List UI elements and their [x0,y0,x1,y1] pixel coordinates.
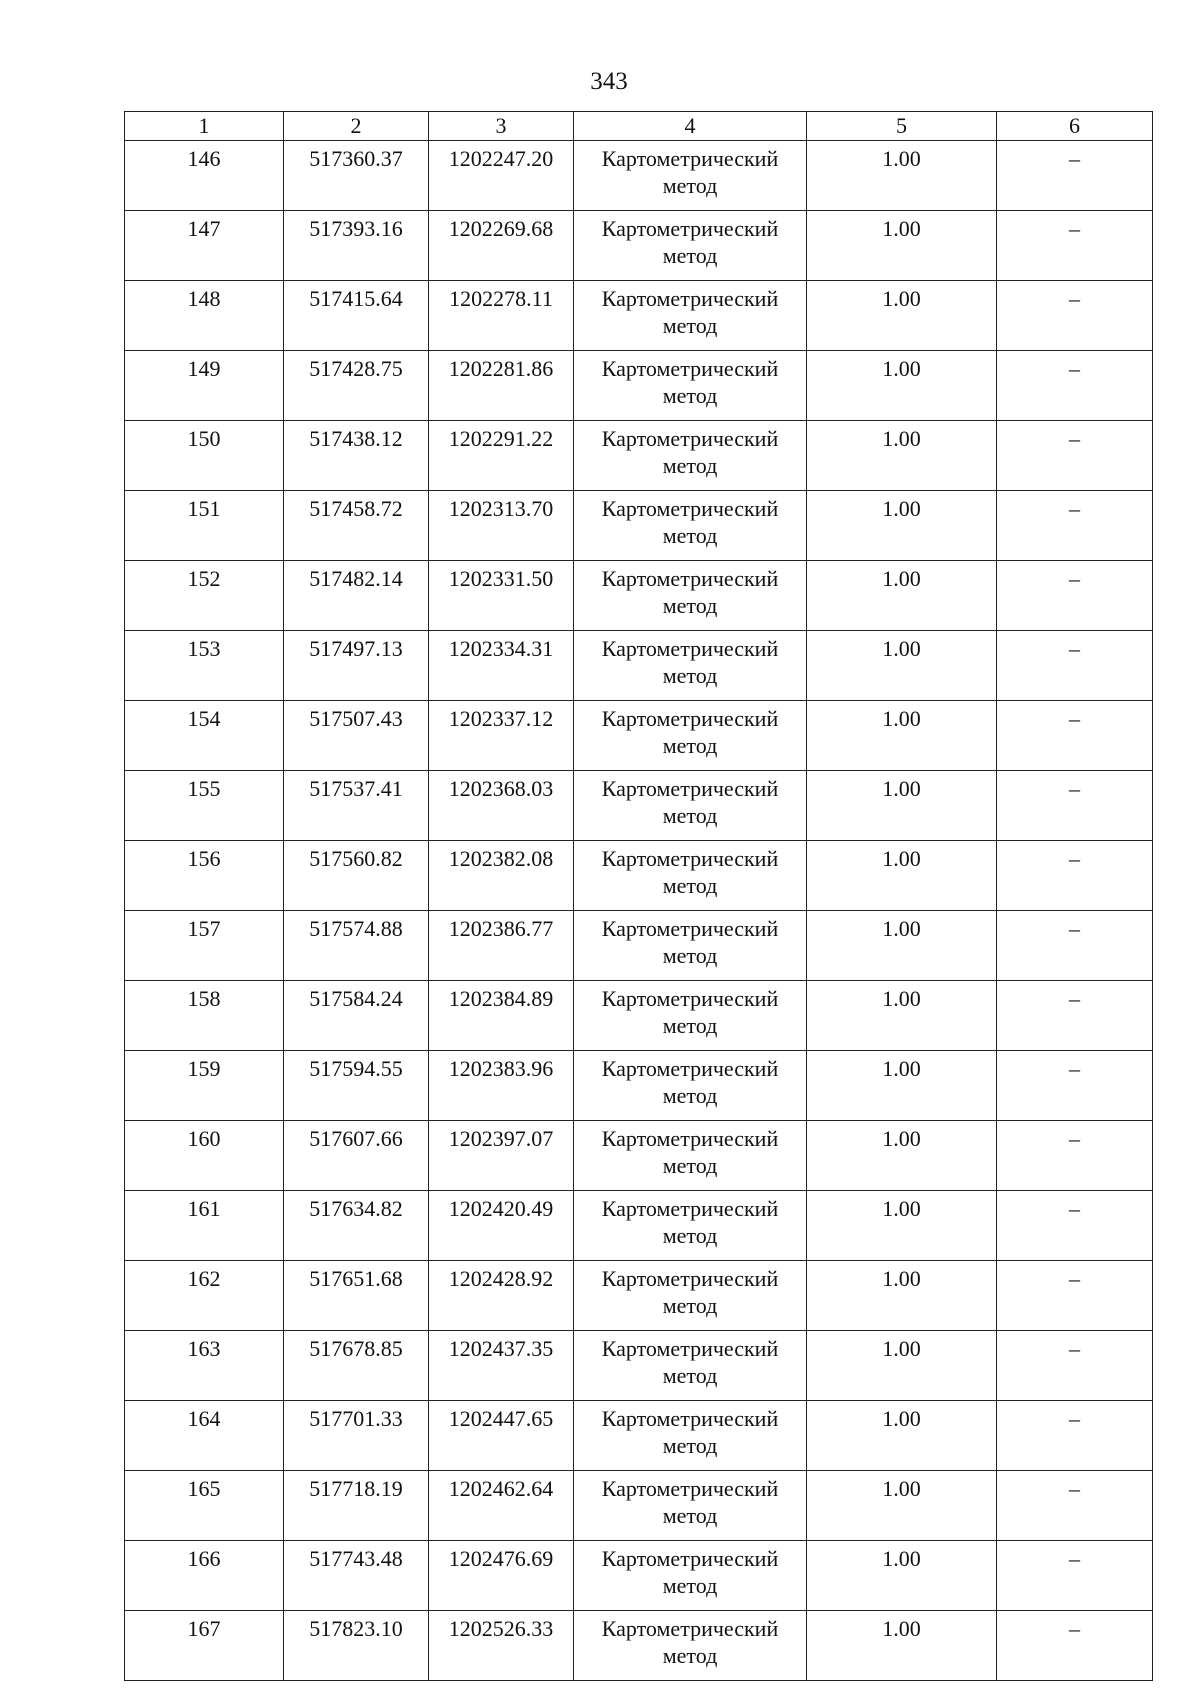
table-body [125,141,1153,1681]
method-line-2: метод [662,1573,718,1598]
method-cell [574,211,807,281]
method-cell [574,1121,807,1191]
y-coordinate-cell: 1202386.77 [429,911,574,981]
y-coordinate-cell: 1202334.31 [429,631,574,701]
x-coordinate-cell: 517537.41 [284,771,429,841]
method-line-2: метод [662,873,718,898]
accuracy-cell: 1.00 [807,491,997,561]
coordinates-table-container [124,111,1152,1681]
note-cell: – [997,561,1153,631]
table-row [125,911,1153,981]
method-line-2: метод [662,1153,718,1178]
table-row [125,1611,1153,1681]
method-line-2: метод [662,943,718,968]
method-line-2: метод [662,1083,718,1108]
accuracy-cell: 1.00 [807,421,997,491]
method-cell [574,351,807,421]
x-coordinate-cell: 517574.88 [284,911,429,981]
x-coordinate-cell: 517634.82 [284,1191,429,1261]
y-coordinate-cell: 1202331.50 [429,561,574,631]
column-header-2: 2 [284,112,429,141]
page-number: 343 [590,68,628,95]
y-coordinate-cell: 1202337.12 [429,701,574,771]
note-cell: – [997,771,1153,841]
y-coordinate-cell: 1202382.08 [429,841,574,911]
method-line-2: метод [662,523,718,548]
note-cell: – [997,1191,1153,1261]
method-line-1: Картометрический [601,706,779,731]
point-number-cell: 161 [125,1191,284,1261]
column-header-1: 1 [125,112,284,141]
accuracy-cell: 1.00 [807,981,997,1051]
method-cell [574,141,807,211]
note-cell: – [997,1541,1153,1611]
note-cell: – [997,1051,1153,1121]
point-number-cell: 149 [125,351,284,421]
table-row [125,421,1153,491]
y-coordinate-cell: 1202384.89 [429,981,574,1051]
accuracy-cell: 1.00 [807,911,997,981]
method-line-2: метод [662,173,718,198]
accuracy-cell: 1.00 [807,351,997,421]
table-row [125,1051,1153,1121]
note-cell: – [997,911,1153,981]
x-coordinate-cell: 517458.72 [284,491,429,561]
table-row [125,561,1153,631]
x-coordinate-cell: 517718.19 [284,1471,429,1541]
x-coordinate-cell: 517701.33 [284,1401,429,1471]
note-cell: – [997,421,1153,491]
y-coordinate-cell: 1202397.07 [429,1121,574,1191]
point-number-cell: 167 [125,1611,284,1681]
table-row [125,1401,1153,1471]
point-number-cell: 146 [125,141,284,211]
table-header-row [125,112,1153,141]
y-coordinate-cell: 1202281.86 [429,351,574,421]
note-cell: – [997,1611,1153,1681]
y-coordinate-cell: 1202278.11 [429,281,574,351]
point-number-cell: 151 [125,491,284,561]
accuracy-cell: 1.00 [807,701,997,771]
method-line-2: метод [662,1293,718,1318]
method-cell [574,1261,807,1331]
note-cell: – [997,631,1153,701]
method-cell [574,701,807,771]
table-row [125,1471,1153,1541]
y-coordinate-cell: 1202368.03 [429,771,574,841]
x-coordinate-cell: 517823.10 [284,1611,429,1681]
x-coordinate-cell: 517415.64 [284,281,429,351]
y-coordinate-cell: 1202447.65 [429,1401,574,1471]
point-number-cell: 160 [125,1121,284,1191]
x-coordinate-cell: 517438.12 [284,421,429,491]
accuracy-cell: 1.00 [807,1121,997,1191]
note-cell: – [997,281,1153,351]
method-line-1: Картометрический [601,776,779,801]
point-number-cell: 152 [125,561,284,631]
note-cell: – [997,1331,1153,1401]
accuracy-cell: 1.00 [807,1261,997,1331]
x-coordinate-cell: 517594.55 [284,1051,429,1121]
method-cell [574,911,807,981]
table-row [125,211,1153,281]
method-line-2: метод [662,663,718,688]
method-line-1: Картометрический [601,1126,779,1151]
method-cell [574,631,807,701]
accuracy-cell: 1.00 [807,281,997,351]
method-line-1: Картометрический [601,916,779,941]
point-number-cell: 163 [125,1331,284,1401]
accuracy-cell: 1.00 [807,1331,997,1401]
method-line-2: метод [662,1433,718,1458]
method-cell [574,771,807,841]
point-number-cell: 155 [125,771,284,841]
note-cell: – [997,351,1153,421]
method-cell [574,421,807,491]
x-coordinate-cell: 517678.85 [284,1331,429,1401]
column-header-6: 6 [997,112,1153,141]
method-line-2: метод [662,803,718,828]
y-coordinate-cell: 1202476.69 [429,1541,574,1611]
table-row [125,631,1153,701]
accuracy-cell: 1.00 [807,771,997,841]
method-line-1: Картометрический [601,1336,779,1361]
method-line-2: метод [662,243,718,268]
accuracy-cell: 1.00 [807,141,997,211]
method-cell [574,841,807,911]
method-cell [574,1541,807,1611]
note-cell: – [997,1471,1153,1541]
method-line-1: Картометрический [601,846,779,871]
table-row [125,141,1153,211]
accuracy-cell: 1.00 [807,1401,997,1471]
method-line-2: метод [662,1223,718,1248]
method-cell [574,1611,807,1681]
point-number-cell: 147 [125,211,284,281]
y-coordinate-cell: 1202428.92 [429,1261,574,1331]
column-header-3: 3 [429,112,574,141]
method-cell [574,981,807,1051]
table-row [125,1541,1153,1611]
method-line-2: метод [662,453,718,478]
method-line-1: Картометрический [601,636,779,661]
table-row [125,701,1153,771]
accuracy-cell: 1.00 [807,211,997,281]
method-cell [574,1051,807,1121]
method-line-1: Картометрический [601,1196,779,1221]
method-line-1: Картометрический [601,1406,779,1431]
method-line-1: Картометрический [601,1616,779,1641]
x-coordinate-cell: 517507.43 [284,701,429,771]
point-number-cell: 153 [125,631,284,701]
table-row [125,981,1153,1051]
method-line-1: Картометрический [601,216,779,241]
accuracy-cell: 1.00 [807,561,997,631]
table-row [125,491,1153,561]
y-coordinate-cell: 1202247.20 [429,141,574,211]
method-line-2: метод [662,733,718,758]
point-number-cell: 159 [125,1051,284,1121]
method-cell [574,1191,807,1261]
method-cell [574,491,807,561]
note-cell: – [997,491,1153,561]
table-row [125,1261,1153,1331]
table-row [125,351,1153,421]
accuracy-cell: 1.00 [807,1611,997,1681]
method-cell [574,1471,807,1541]
accuracy-cell: 1.00 [807,631,997,701]
point-number-cell: 166 [125,1541,284,1611]
y-coordinate-cell: 1202291.22 [429,421,574,491]
x-coordinate-cell: 517651.68 [284,1261,429,1331]
y-coordinate-cell: 1202313.70 [429,491,574,561]
method-line-1: Картометрический [601,496,779,521]
y-coordinate-cell: 1202526.33 [429,1611,574,1681]
x-coordinate-cell: 517560.82 [284,841,429,911]
x-coordinate-cell: 517428.75 [284,351,429,421]
point-number-cell: 164 [125,1401,284,1471]
table-row [125,1191,1153,1261]
note-cell: – [997,1401,1153,1471]
point-number-cell: 165 [125,1471,284,1541]
table-row [125,841,1153,911]
coordinates-table [124,111,1153,1681]
point-number-cell: 157 [125,911,284,981]
y-coordinate-cell: 1202420.49 [429,1191,574,1261]
x-coordinate-cell: 517497.13 [284,631,429,701]
method-cell [574,281,807,351]
method-cell [574,1401,807,1471]
method-line-1: Картометрический [601,566,779,591]
note-cell: – [997,701,1153,771]
point-number-cell: 162 [125,1261,284,1331]
table-row [125,1331,1153,1401]
x-coordinate-cell: 517393.16 [284,211,429,281]
method-line-1: Картометрический [601,1546,779,1571]
method-line-1: Картометрический [601,1476,779,1501]
method-line-2: метод [662,1013,718,1038]
method-line-1: Картометрический [601,426,779,451]
accuracy-cell: 1.00 [807,1191,997,1261]
y-coordinate-cell: 1202437.35 [429,1331,574,1401]
method-line-1: Картометрический [601,146,779,171]
method-line-2: метод [662,1643,718,1668]
method-line-1: Картометрический [601,356,779,381]
method-line-2: метод [662,1363,718,1388]
point-number-cell: 154 [125,701,284,771]
method-line-2: метод [662,313,718,338]
note-cell: – [997,981,1153,1051]
column-header-4: 4 [574,112,807,141]
accuracy-cell: 1.00 [807,1541,997,1611]
method-cell [574,1331,807,1401]
y-coordinate-cell: 1202462.64 [429,1471,574,1541]
table-row [125,1121,1153,1191]
x-coordinate-cell: 517360.37 [284,141,429,211]
table-row [125,281,1153,351]
point-number-cell: 148 [125,281,284,351]
note-cell: – [997,141,1153,211]
note-cell: – [997,1261,1153,1331]
method-line-1: Картометрический [601,1266,779,1291]
y-coordinate-cell: 1202383.96 [429,1051,574,1121]
x-coordinate-cell: 517743.48 [284,1541,429,1611]
method-line-2: метод [662,1503,718,1528]
method-line-2: метод [662,383,718,408]
x-coordinate-cell: 517584.24 [284,981,429,1051]
note-cell: – [997,211,1153,281]
x-coordinate-cell: 517607.66 [284,1121,429,1191]
point-number-cell: 156 [125,841,284,911]
accuracy-cell: 1.00 [807,841,997,911]
method-line-1: Картометрический [601,286,779,311]
accuracy-cell: 1.00 [807,1471,997,1541]
method-line-1: Картометрический [601,986,779,1011]
x-coordinate-cell: 517482.14 [284,561,429,631]
note-cell: – [997,841,1153,911]
y-coordinate-cell: 1202269.68 [429,211,574,281]
point-number-cell: 158 [125,981,284,1051]
table-row [125,771,1153,841]
accuracy-cell: 1.00 [807,1051,997,1121]
method-cell [574,561,807,631]
method-line-1: Картометрический [601,1056,779,1081]
column-header-5: 5 [807,112,997,141]
note-cell: – [997,1121,1153,1191]
method-line-2: метод [662,593,718,618]
point-number-cell: 150 [125,421,284,491]
